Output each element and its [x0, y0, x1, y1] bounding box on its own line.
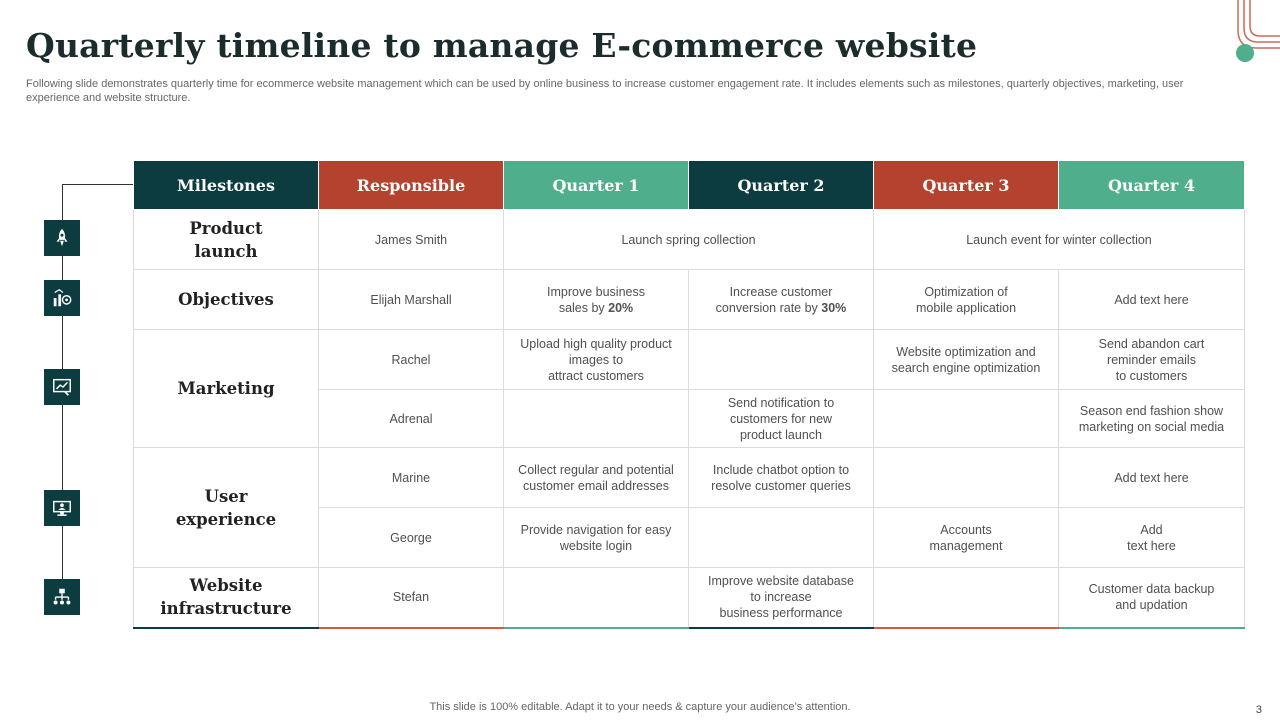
timeline-connector-line — [62, 184, 134, 185]
q2-bold-value: 30% — [821, 300, 847, 315]
q3-q4-cell: Launch event for winter collection — [874, 210, 1245, 270]
table-row — [134, 210, 1245, 270]
marketing-chart-icon — [44, 369, 80, 405]
q2-cell — [689, 270, 874, 330]
quarterly-timeline-table — [133, 160, 1245, 629]
milestone-product-launch: Product launch — [134, 210, 319, 270]
q1-cell: Collect regular and potential customer email addresses — [504, 448, 689, 508]
responsible-cell: James Smith — [319, 210, 504, 270]
chart-target-icon — [44, 280, 80, 316]
q1-text: Improve business sales by — [547, 284, 645, 315]
q4-cell: Add text here — [1059, 508, 1245, 568]
header-milestones: Milestones — [134, 161, 319, 210]
milestone-objectives: Objectives — [134, 270, 319, 330]
q3-cell: Accounts management — [874, 508, 1059, 568]
page-subtitle: Following slide demonstrates quarterly time for ecommerce website management which can be used by online business to increase customer engagement rate. It includes elements such as milestones, quarterly objectives, marketing, user experience and website structure. — [26, 78, 1184, 104]
q3-cell: Optimization of mobile application — [874, 270, 1059, 330]
q2-cell — [689, 330, 874, 390]
milestone-user-experience: User experience — [134, 448, 319, 568]
q1-cell — [504, 270, 689, 330]
header-quarter-1: Quarter 1 — [504, 161, 689, 210]
q1-q2-cell: Launch spring collection — [504, 210, 874, 270]
q1-cell: Upload high quality product images to attract customers — [504, 330, 689, 390]
header-quarter-3: Quarter 3 — [874, 161, 1059, 210]
footer-note: This slide is 100% editable. Adapt it to your needs & capture your audience’s attention. — [429, 701, 851, 713]
q2-cell: Improve website database to increase business performance — [689, 568, 874, 628]
table-row — [134, 330, 1245, 390]
page-title: Quarterly timeline to manage E-commerce website — [26, 26, 978, 65]
header-quarter-4: Quarter 4 — [1059, 161, 1245, 210]
q1-bold-value: 20% — [608, 300, 634, 315]
table-header-row — [134, 161, 1245, 210]
q4-cell: Add text here — [1059, 270, 1245, 330]
network-icon — [44, 579, 80, 615]
table-row — [134, 448, 1245, 508]
responsible-cell: Rachel — [319, 330, 504, 390]
page-number: 3 — [1255, 704, 1262, 716]
table-row — [134, 568, 1245, 628]
q2-cell: Include chatbot option to resolve customer queries — [689, 448, 874, 508]
q3-cell — [874, 568, 1059, 628]
q2-cell: Send notification to customers for new product launch — [689, 390, 874, 448]
milestone-marketing: Marketing — [134, 330, 319, 448]
q4-cell: Customer data backup and updation — [1059, 568, 1245, 628]
q1-cell — [504, 390, 689, 448]
q4-cell: Send abandon cart reminder emails to customers — [1059, 330, 1245, 390]
responsible-cell: Stefan — [319, 568, 504, 628]
q1-cell — [504, 568, 689, 628]
monitor-user-icon — [44, 490, 80, 526]
q2-text: Increase customer conversion rate by — [715, 284, 833, 315]
corner-decoration-icon — [1232, 0, 1280, 68]
q3-cell: Website optimization and search engine optimization — [874, 330, 1059, 390]
responsible-cell: George — [319, 508, 504, 568]
q2-cell — [689, 508, 874, 568]
responsible-cell: Adrenal — [319, 390, 504, 448]
milestone-website-infrastructure: Website infrastructure — [134, 568, 319, 628]
q3-cell — [874, 448, 1059, 508]
responsible-cell: Marine — [319, 448, 504, 508]
header-quarter-2: Quarter 2 — [689, 161, 874, 210]
header-responsible: Responsible — [319, 161, 504, 210]
q3-cell — [874, 390, 1059, 448]
q1-cell: Provide navigation for easy website login — [504, 508, 689, 568]
rocket-icon — [44, 220, 80, 256]
q4-cell: Add text here — [1059, 448, 1245, 508]
responsible-cell: Elijah Marshall — [319, 270, 504, 330]
table-row — [134, 270, 1245, 330]
q4-cell: Season end fashion show marketing on social media — [1059, 390, 1245, 448]
